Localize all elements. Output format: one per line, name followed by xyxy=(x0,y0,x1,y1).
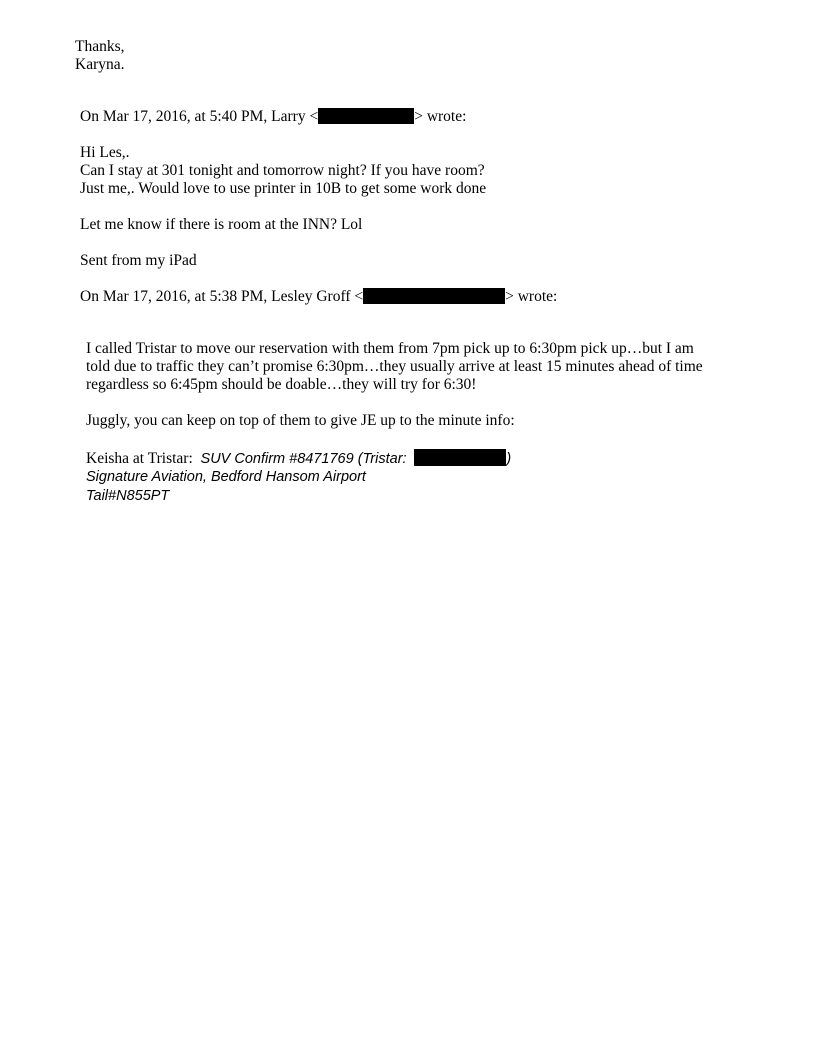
redaction-block xyxy=(363,288,505,304)
redaction-block xyxy=(318,108,414,124)
larry-line-1: Can I stay at 301 tonight and tomorrow night? If you have room? xyxy=(80,162,485,179)
suv-confirm-close: ) xyxy=(506,451,512,467)
tail-number: Tail#N855PT xyxy=(86,488,170,504)
larry-greeting: Hi Les,. xyxy=(80,144,130,161)
signoff-thanks: Thanks, xyxy=(75,38,125,55)
lesley-para1-line3: regardless so 6:45pm should be doable…they will try for 6:30! xyxy=(86,376,477,393)
lesley-header-prefix: On Mar 17, 2016, at 5:38 PM, Lesley Groff < xyxy=(80,288,364,305)
keisha-label: Keisha at Tristar: xyxy=(86,450,193,467)
suv-confirm: SUV Confirm #8471769 (Tristar: xyxy=(200,451,407,467)
larry-sent-from: Sent from my iPad xyxy=(80,252,197,269)
larry-line-3: Let me know if there is room at the INN? Lol xyxy=(80,216,363,233)
redaction-block xyxy=(414,449,506,466)
larry-header xyxy=(80,108,466,126)
signature-aviation: Signature Aviation, Bedford Hansom Airport xyxy=(86,469,366,485)
lesley-header-suffix: > wrote: xyxy=(505,288,558,305)
signoff-name: Karyna. xyxy=(75,56,125,73)
larry-header-prefix: On Mar 17, 2016, at 5:40 PM, Larry < xyxy=(80,108,319,125)
larry-header-suffix: > wrote: xyxy=(414,108,467,125)
lesley-para1-line1: I called Tristar to move our reservation with them from 7pm pick up to 6:30pm pick up…but I am xyxy=(86,340,694,357)
lesley-para2: Juggly, you can keep on top of them to give JE up to the minute info: xyxy=(86,412,515,429)
lesley-para1-line2: told due to traffic they can’t promise 6:30pm…they usually arrive at least 15 minutes ahead of time xyxy=(86,358,703,375)
larry-line-2: Just me,. Would love to use printer in 10B to get some work done xyxy=(80,180,487,197)
lesley-header xyxy=(80,288,557,306)
keisha-line xyxy=(86,449,511,468)
